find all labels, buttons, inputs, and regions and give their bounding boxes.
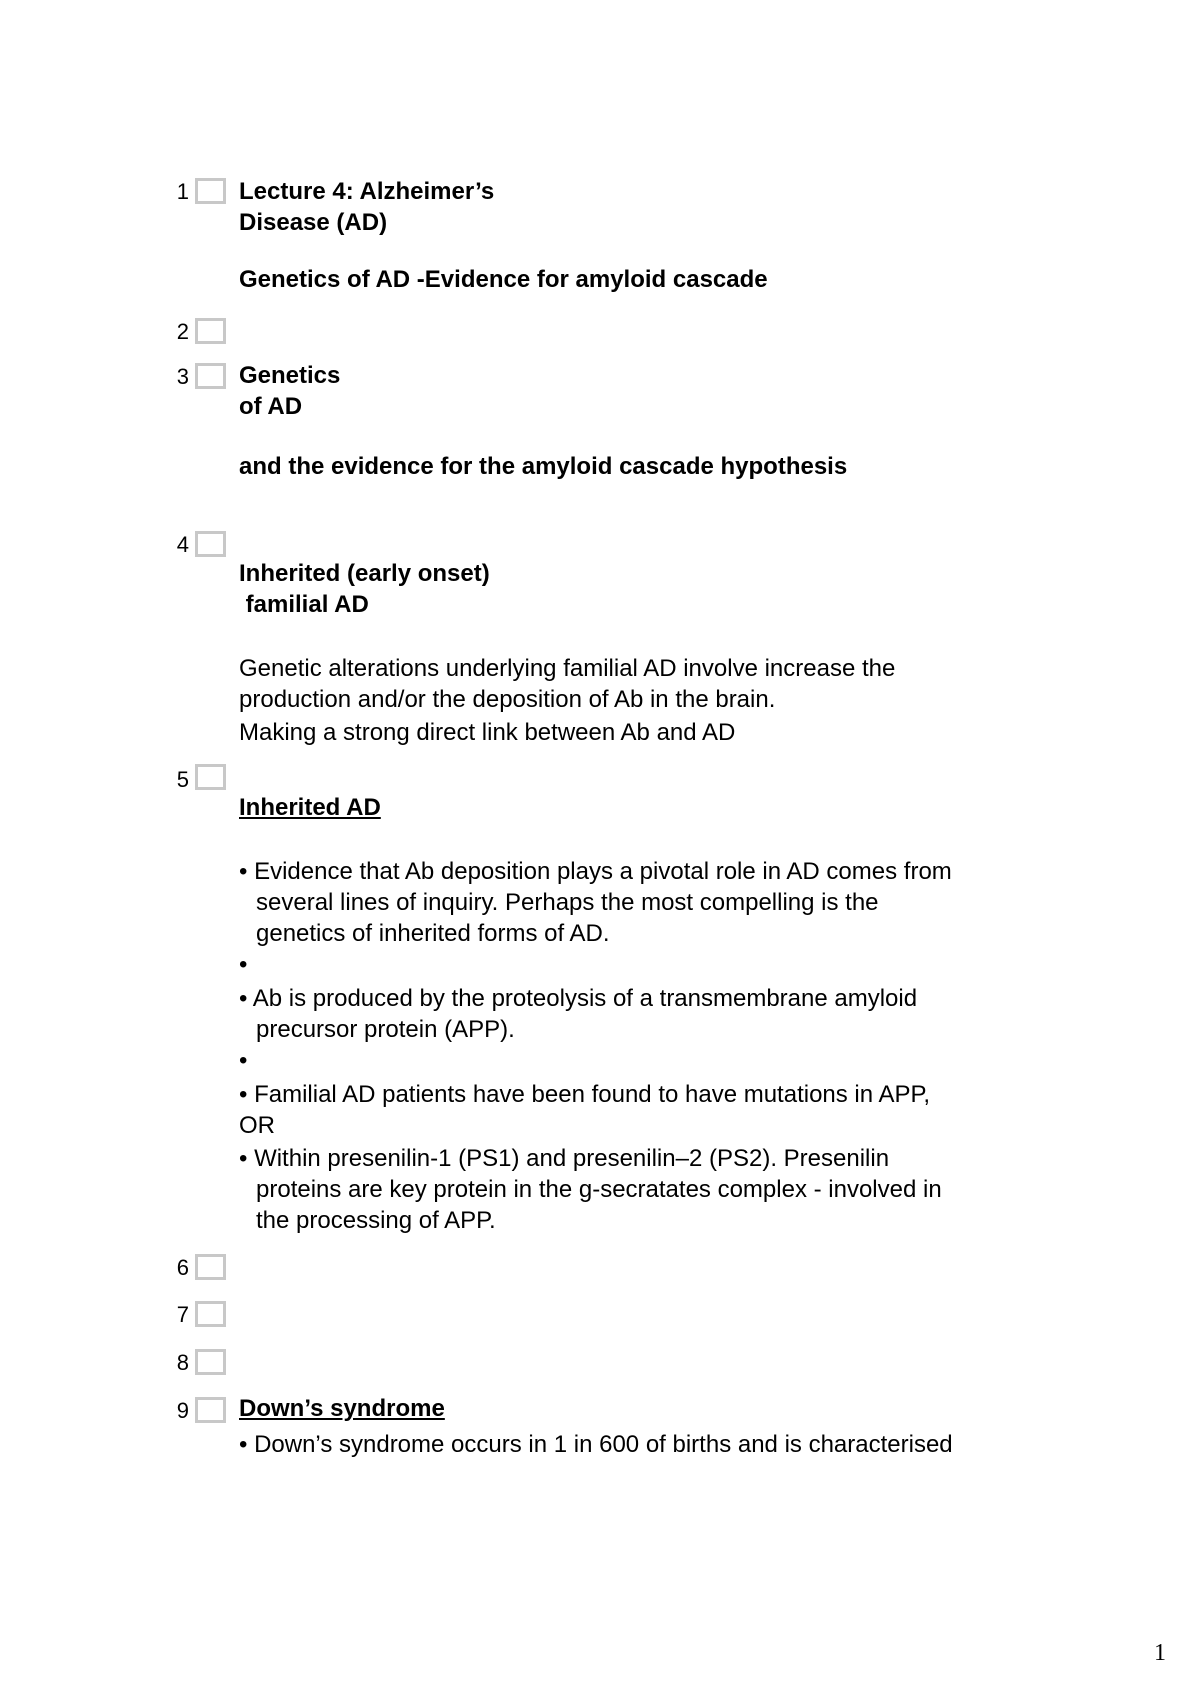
slide-number: 2 (176, 319, 189, 344)
bullet-item: • (239, 951, 248, 978)
slide-thumbnail[interactable] (195, 1397, 226, 1423)
slide-title: Disease (AD) (239, 209, 388, 236)
slide-number: 7 (176, 1302, 189, 1327)
slide-thumbnail[interactable] (195, 318, 226, 344)
bullet-item: • Within presenilin-1 (PS1) and presenilin–2 (PS2). Presenilin (239, 1145, 890, 1172)
slide-thumbnail[interactable] (195, 764, 226, 790)
slide-number: 9 (176, 1398, 189, 1423)
slide-thumbnail[interactable] (195, 1301, 226, 1327)
slide-title: Genetics (239, 362, 341, 389)
bullet-item: precursor protein (APP). (256, 1016, 515, 1043)
bullet-item: • Evidence that Ab deposition plays a pivotal role in AD comes from (239, 858, 952, 885)
bullet-item: genetics of inherited forms of AD. (256, 920, 610, 947)
slide-thumbnail[interactable] (195, 363, 226, 389)
slide-subtitle: and the evidence for the amyloid cascade hypothesis (239, 453, 848, 480)
bullet-item: • (239, 1047, 248, 1074)
slide-thumbnail[interactable] (195, 178, 226, 204)
bullet-item: several lines of inquiry. Perhaps the most compelling is the (256, 889, 879, 916)
bullet-item: OR (239, 1112, 275, 1139)
slide-number: 8 (176, 1350, 189, 1375)
bullet-item: • Down’s syndrome occurs in 1 in 600 of births and is characterised (239, 1431, 953, 1458)
slide-subtitle: Genetics of AD -Evidence for amyloid cascade (239, 266, 768, 293)
bullet-item: • Familial AD patients have been found to have mutations in APP, (239, 1081, 931, 1108)
body-text: Genetic alterations underlying familial AD involve increase the (239, 655, 896, 682)
bullet-item: proteins are key protein in the g-secratates complex - involved in (256, 1176, 942, 1203)
slide-thumbnail[interactable] (195, 1349, 226, 1375)
slide-title: familial AD (239, 591, 369, 618)
bullet-item: the processing of APP. (256, 1207, 496, 1234)
slide-title: of AD (239, 393, 303, 420)
slide-number: 3 (176, 364, 189, 389)
section-heading: Inherited AD (239, 794, 381, 821)
slide-thumbnail[interactable] (195, 531, 226, 557)
bullet-item: • Ab is produced by the proteolysis of a transmembrane amyloid (239, 985, 918, 1012)
slide-number: 6 (176, 1255, 189, 1280)
section-heading: Down’s syndrome (239, 1395, 445, 1422)
body-text: production and/or the deposition of Ab in the brain. (239, 686, 776, 713)
slide-title: Lecture 4: Alzheimer’s (239, 178, 495, 205)
slide-number: 1 (176, 179, 189, 204)
slide-thumbnail[interactable] (195, 1254, 226, 1280)
slide-number: 4 (176, 532, 189, 557)
body-text: Making a strong direct link between Ab and AD (239, 719, 736, 746)
slide-number: 5 (176, 767, 189, 792)
slide-title: Inherited (early onset) (239, 560, 490, 587)
page-number: 1 (1154, 1640, 1166, 1666)
